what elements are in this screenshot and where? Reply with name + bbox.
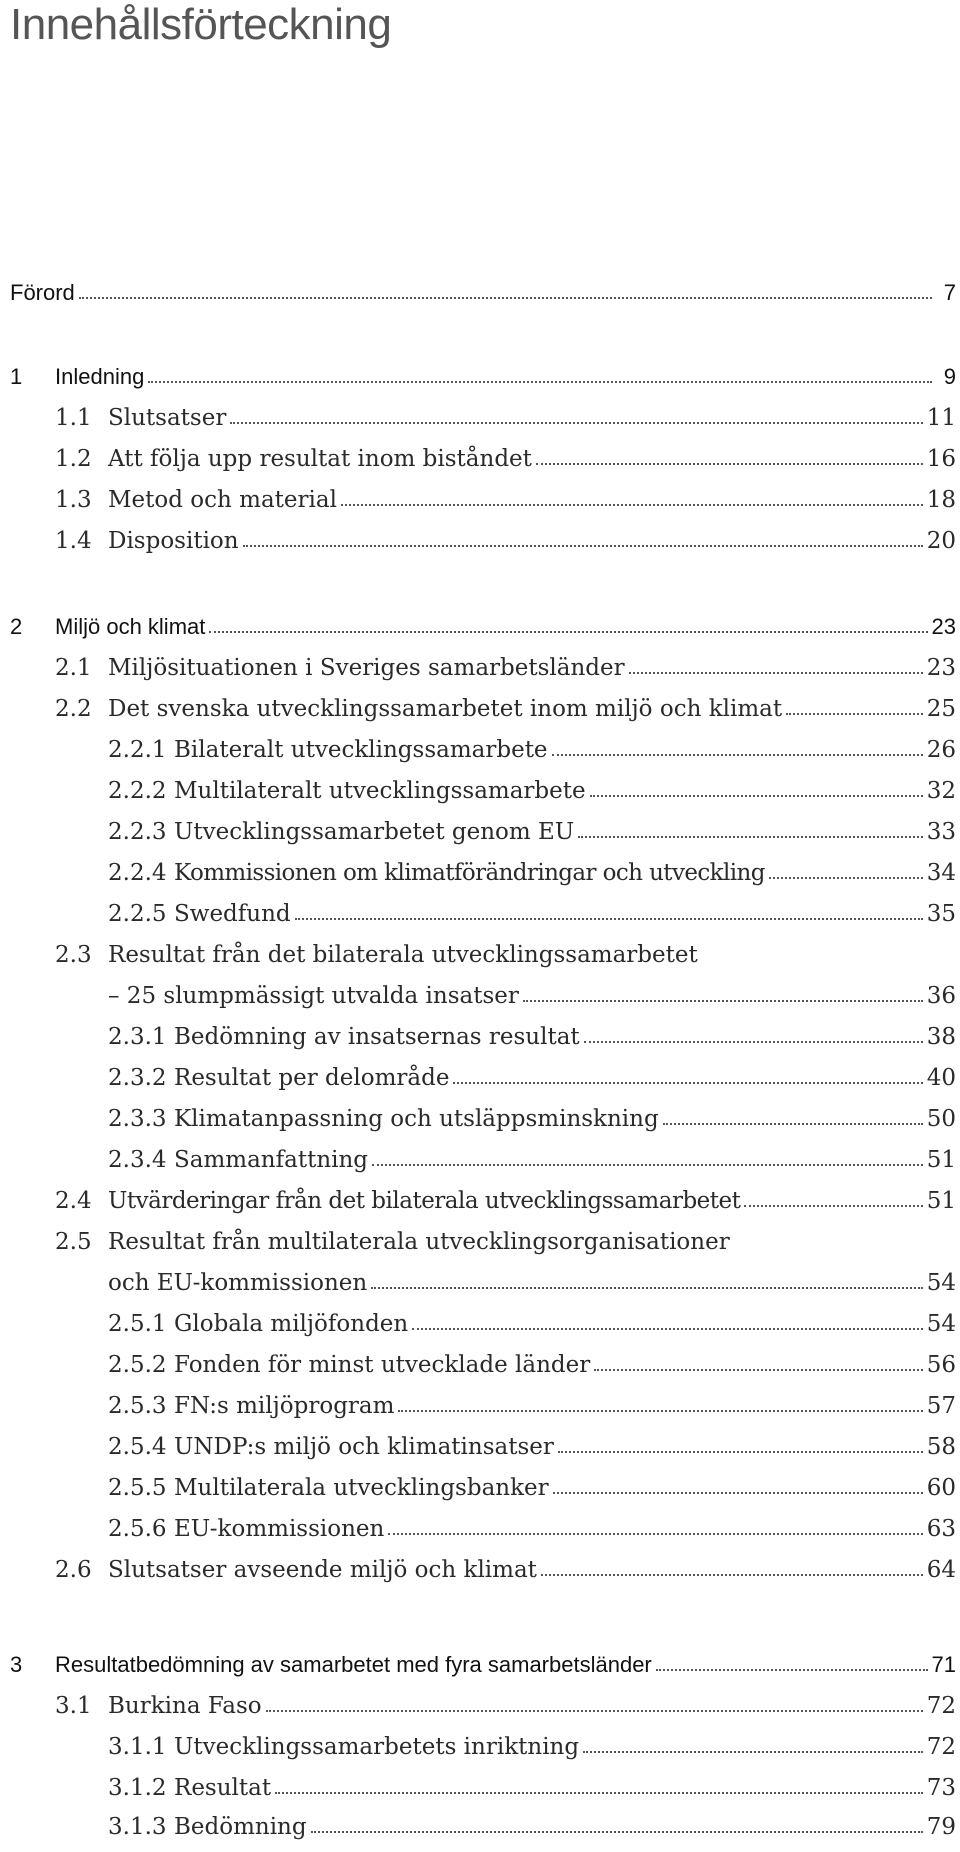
toc-entry-title: Swedfund <box>174 901 291 927</box>
dot-leader <box>553 1492 923 1494</box>
toc-entry-title: Bedömning <box>174 1814 307 1840</box>
dot-leader <box>594 1369 922 1371</box>
toc-entry-2-5-6[interactable] <box>0 1516 960 1550</box>
toc-entry-title: Kommissionen om klimatförändringar och utveckling <box>174 860 765 886</box>
toc-entry-1-1[interactable] <box>0 405 960 439</box>
toc-entry-number: 2.5.5 <box>108 1475 167 1501</box>
toc-entry-number: 1.1 <box>55 405 92 431</box>
toc-entry-page: 23 <box>931 614 956 639</box>
dot-leader <box>453 1082 922 1084</box>
dot-leader <box>552 754 923 756</box>
toc-entry-number: 2.5.2 <box>108 1352 167 1378</box>
dot-leader <box>412 1328 923 1330</box>
toc-entry-number: 2.3.2 <box>108 1065 167 1091</box>
toc-entry-page: 58 <box>926 1434 956 1460</box>
toc-entry-title: Miljösituationen i Sveriges samarbetsländer <box>108 655 625 681</box>
toc-entry-2-2-4[interactable] <box>0 860 960 894</box>
page-title: Innehållsförteckning <box>10 0 392 49</box>
toc-entry-title: UNDP:s miljö och klimatinsatser <box>174 1434 554 1460</box>
toc-entry-page: 71 <box>931 1652 956 1677</box>
toc-entry-number: 2.2 <box>55 696 92 722</box>
dot-leader <box>266 1710 923 1712</box>
toc-entry-2-5[interactable] <box>0 1229 960 1263</box>
dot-leader <box>372 1164 923 1166</box>
toc-entry-page: 51 <box>926 1147 956 1173</box>
toc-entry-number: 3.1 <box>55 1693 92 1719</box>
toc-entry-2-3-1[interactable] <box>0 1024 960 1058</box>
toc-entry-2-5-2[interactable] <box>0 1352 960 1386</box>
toc-entry-number: 3 <box>10 1652 23 1677</box>
toc-entry-title: Förord <box>10 280 75 305</box>
toc-entry-number: 1 <box>10 364 23 389</box>
toc-entry-2-4[interactable] <box>0 1188 960 1222</box>
toc-entry-title: Resultat <box>174 1775 272 1801</box>
toc-entry-2-2[interactable] <box>0 696 960 730</box>
dot-leader <box>209 631 927 633</box>
toc-entry-page: 73 <box>926 1775 956 1801</box>
dot-leader <box>311 1831 923 1833</box>
toc-entry-title: Klimatanpassning och utsläppsminskning <box>174 1106 659 1132</box>
dot-leader <box>230 422 922 424</box>
toc-entry-title: Slutsatser <box>108 405 227 431</box>
toc-entry-2-5-1[interactable] <box>0 1311 960 1345</box>
toc-entry-title: Resultat från multilaterala utvecklingsorganisationer <box>108 1229 730 1255</box>
toc-entry-page: 38 <box>926 1024 956 1050</box>
toc-entry-title: Inledning <box>55 364 145 389</box>
toc-entry-2-2-3[interactable] <box>0 819 960 853</box>
toc-entry-number: 2.1 <box>55 655 92 681</box>
toc-entry-page: 72 <box>926 1693 956 1719</box>
toc-entry-2-2-5[interactable] <box>0 901 960 935</box>
toc-entry-2-3-4[interactable] <box>0 1147 960 1181</box>
toc-entry-title: EU-kommissionen <box>174 1516 385 1542</box>
dot-leader <box>398 1410 922 1412</box>
dot-leader <box>541 1574 923 1576</box>
toc-entry-number: 2.5.1 <box>108 1311 167 1337</box>
toc-entry-2-2-2[interactable] <box>0 778 960 812</box>
toc-entry-number: 2.2.4 <box>108 860 167 886</box>
toc-entry-number: 2.5.3 <box>108 1393 167 1419</box>
toc-entry-1-4[interactable] <box>0 528 960 562</box>
toc-entry-1-3[interactable] <box>0 487 960 521</box>
toc-entry-number: 2.3.1 <box>108 1024 167 1050</box>
toc-entry-page: 64 <box>926 1557 956 1583</box>
toc-entry-page: 40 <box>926 1065 956 1091</box>
toc-entry-title: Resultat från det bilaterala utvecklingssamarbetet <box>108 942 698 968</box>
toc-entry-title-continuation: och EU-kommissionen <box>108 1270 368 1296</box>
toc-entry-3-1-3[interactable] <box>0 1814 960 1848</box>
toc-entry-3-1[interactable] <box>0 1693 960 1727</box>
toc-entry-page: 7 <box>943 280 956 305</box>
toc-entry-1-2[interactable] <box>0 446 960 480</box>
toc-entry-2-5-3[interactable] <box>0 1393 960 1427</box>
toc-entry-page: 9 <box>943 364 956 389</box>
toc-entry-number: 2.3.3 <box>108 1106 167 1132</box>
dot-leader <box>79 297 932 299</box>
toc-entry-page: 34 <box>926 860 956 886</box>
toc-entry-2-5-continuation[interactable] <box>0 1270 960 1304</box>
toc-entry-page: 16 <box>926 446 956 472</box>
toc-entry-title: Utvecklingssamarbetets inriktning <box>174 1734 580 1760</box>
toc-entry-title: FN:s miljöprogram <box>174 1393 395 1419</box>
dot-leader <box>583 1751 923 1753</box>
toc-entry-page: 50 <box>926 1106 956 1132</box>
toc-entry-number: 3.1.3 <box>108 1814 167 1840</box>
toc-entry-page: 57 <box>926 1393 956 1419</box>
toc-entry-title: Burkina Faso <box>108 1693 262 1719</box>
toc-entry-2-2-1[interactable] <box>0 737 960 771</box>
toc-entry-2-3-continuation[interactable] <box>0 983 960 1017</box>
toc-entry-2-5-5[interactable] <box>0 1475 960 1509</box>
toc-entry-title: Miljö och klimat <box>55 614 206 639</box>
toc-entry-number: 2.2.3 <box>108 819 167 845</box>
toc-entry-2-5-4[interactable] <box>0 1434 960 1468</box>
toc-entry-page: 36 <box>926 983 956 1009</box>
toc-entry-number: 2.5.4 <box>108 1434 167 1460</box>
dot-leader <box>769 877 923 879</box>
toc-entry-page: 54 <box>926 1270 956 1296</box>
dot-leader <box>148 381 932 383</box>
toc-entry-2-3-2[interactable] <box>0 1065 960 1099</box>
toc-entry-number: 2.6 <box>55 1557 92 1583</box>
dot-leader <box>341 504 923 506</box>
toc-entry-title: Det svenska utvecklingssamarbetet inom miljö och klimat <box>108 696 783 722</box>
toc-entry-page: 26 <box>926 737 956 763</box>
toc-entry-chapter-1[interactable] <box>0 364 960 398</box>
toc-entry-page: 11 <box>926 405 956 431</box>
dot-leader <box>243 545 923 547</box>
toc-entry-3-1-2[interactable] <box>0 1775 960 1809</box>
dot-leader <box>786 713 923 715</box>
toc-entry-title: Resultatbedömning av samarbetet med fyra samarbetsländer <box>55 1652 652 1677</box>
dot-leader <box>663 1123 923 1125</box>
toc-entry-page: 79 <box>926 1814 956 1840</box>
dot-leader <box>578 836 923 838</box>
toc-entry-page: 63 <box>926 1516 956 1542</box>
toc-entry-page: 23 <box>926 655 956 681</box>
dot-leader <box>558 1451 923 1453</box>
dot-leader <box>584 1041 923 1043</box>
toc-entry-title: Multilaterala utvecklingsbanker <box>174 1475 549 1501</box>
toc-entry-2-3-3[interactable] <box>0 1106 960 1140</box>
toc-entry-page: 25 <box>926 696 956 722</box>
toc-entry-page: 56 <box>926 1352 956 1378</box>
dot-leader <box>590 795 923 797</box>
toc-entry-title: Bedömning av insatsernas resultat <box>174 1024 580 1050</box>
toc-entry-number: 3.1.1 <box>108 1734 167 1760</box>
toc-entry-chapter-2[interactable] <box>0 614 960 648</box>
toc-entry-number: 2.3.4 <box>108 1147 167 1173</box>
toc-entry-page: 60 <box>926 1475 956 1501</box>
toc-entry-title: Fonden för minst utvecklade länder <box>174 1352 591 1378</box>
toc-entry-number: 3.1.2 <box>108 1775 167 1801</box>
dot-leader <box>275 1792 923 1794</box>
toc-entry-title: Bilateralt utvecklingssamarbete <box>174 737 548 763</box>
toc-entry-page: 33 <box>926 819 956 845</box>
toc-entry-number: 1.4 <box>55 528 92 554</box>
toc-entry-number: 2.3 <box>55 942 92 968</box>
toc-entry-title: Sammanfattning <box>174 1147 369 1173</box>
toc-entry-number: 2.5.6 <box>108 1516 167 1542</box>
dot-leader <box>656 1669 928 1671</box>
dot-leader <box>295 918 923 920</box>
toc-entry-title: Slutsatser avseende miljö och klimat <box>108 1557 537 1583</box>
toc-entry-number: 2.4 <box>55 1188 92 1214</box>
toc-entry-number: 2 <box>10 614 23 639</box>
dot-leader <box>629 672 923 674</box>
toc-entry-title-continuation: – 25 slumpmässigt utvalda insatser <box>108 983 519 1009</box>
toc-entry-forord[interactable] <box>0 280 960 314</box>
toc-entry-page: 32 <box>926 778 956 804</box>
toc-entry-number: 2.2.5 <box>108 901 167 927</box>
toc-entry-page: 20 <box>926 528 956 554</box>
toc-entry-page: 35 <box>926 901 956 927</box>
toc-entry-3-1-1[interactable] <box>0 1734 960 1768</box>
dot-leader <box>388 1533 922 1535</box>
toc-entry-number: 1.2 <box>55 446 92 472</box>
toc-entry-page: 54 <box>926 1311 956 1337</box>
toc-entry-2-3[interactable] <box>0 942 960 976</box>
dot-leader <box>523 1000 923 1002</box>
toc-entry-title: Att följa upp resultat inom biståndet <box>108 446 532 472</box>
toc-entry-2-1[interactable] <box>0 655 960 689</box>
toc-entry-title: Metod och material <box>108 487 337 513</box>
toc-entry-title: Multilateralt utvecklingssamarbete <box>174 778 586 804</box>
toc-entry-page: 51 <box>926 1188 956 1214</box>
toc-entry-number: 2.5 <box>55 1229 92 1255</box>
dot-leader <box>744 1205 922 1207</box>
toc-entry-title: Globala miljöfonden <box>174 1311 409 1337</box>
toc-entry-page: 72 <box>926 1734 956 1760</box>
toc-entry-title: Utvecklingssamarbetet genom EU <box>174 819 575 845</box>
toc-entry-page: 18 <box>926 487 956 513</box>
dot-leader <box>371 1287 923 1289</box>
toc-entry-number: 2.2.2 <box>108 778 167 804</box>
dot-leader <box>536 463 923 465</box>
toc-entry-number: 1.3 <box>55 487 92 513</box>
toc-entry-title: Disposition <box>108 528 239 554</box>
toc-entry-title: Utvärderingar från det bilaterala utvecklingssamarbetet <box>108 1188 741 1214</box>
toc-entry-2-6[interactable] <box>0 1557 960 1591</box>
toc-entry-title: Resultat per delområde <box>174 1065 450 1091</box>
toc-entry-chapter-3[interactable] <box>0 1652 960 1686</box>
toc-entry-number: 2.2.1 <box>108 737 167 763</box>
